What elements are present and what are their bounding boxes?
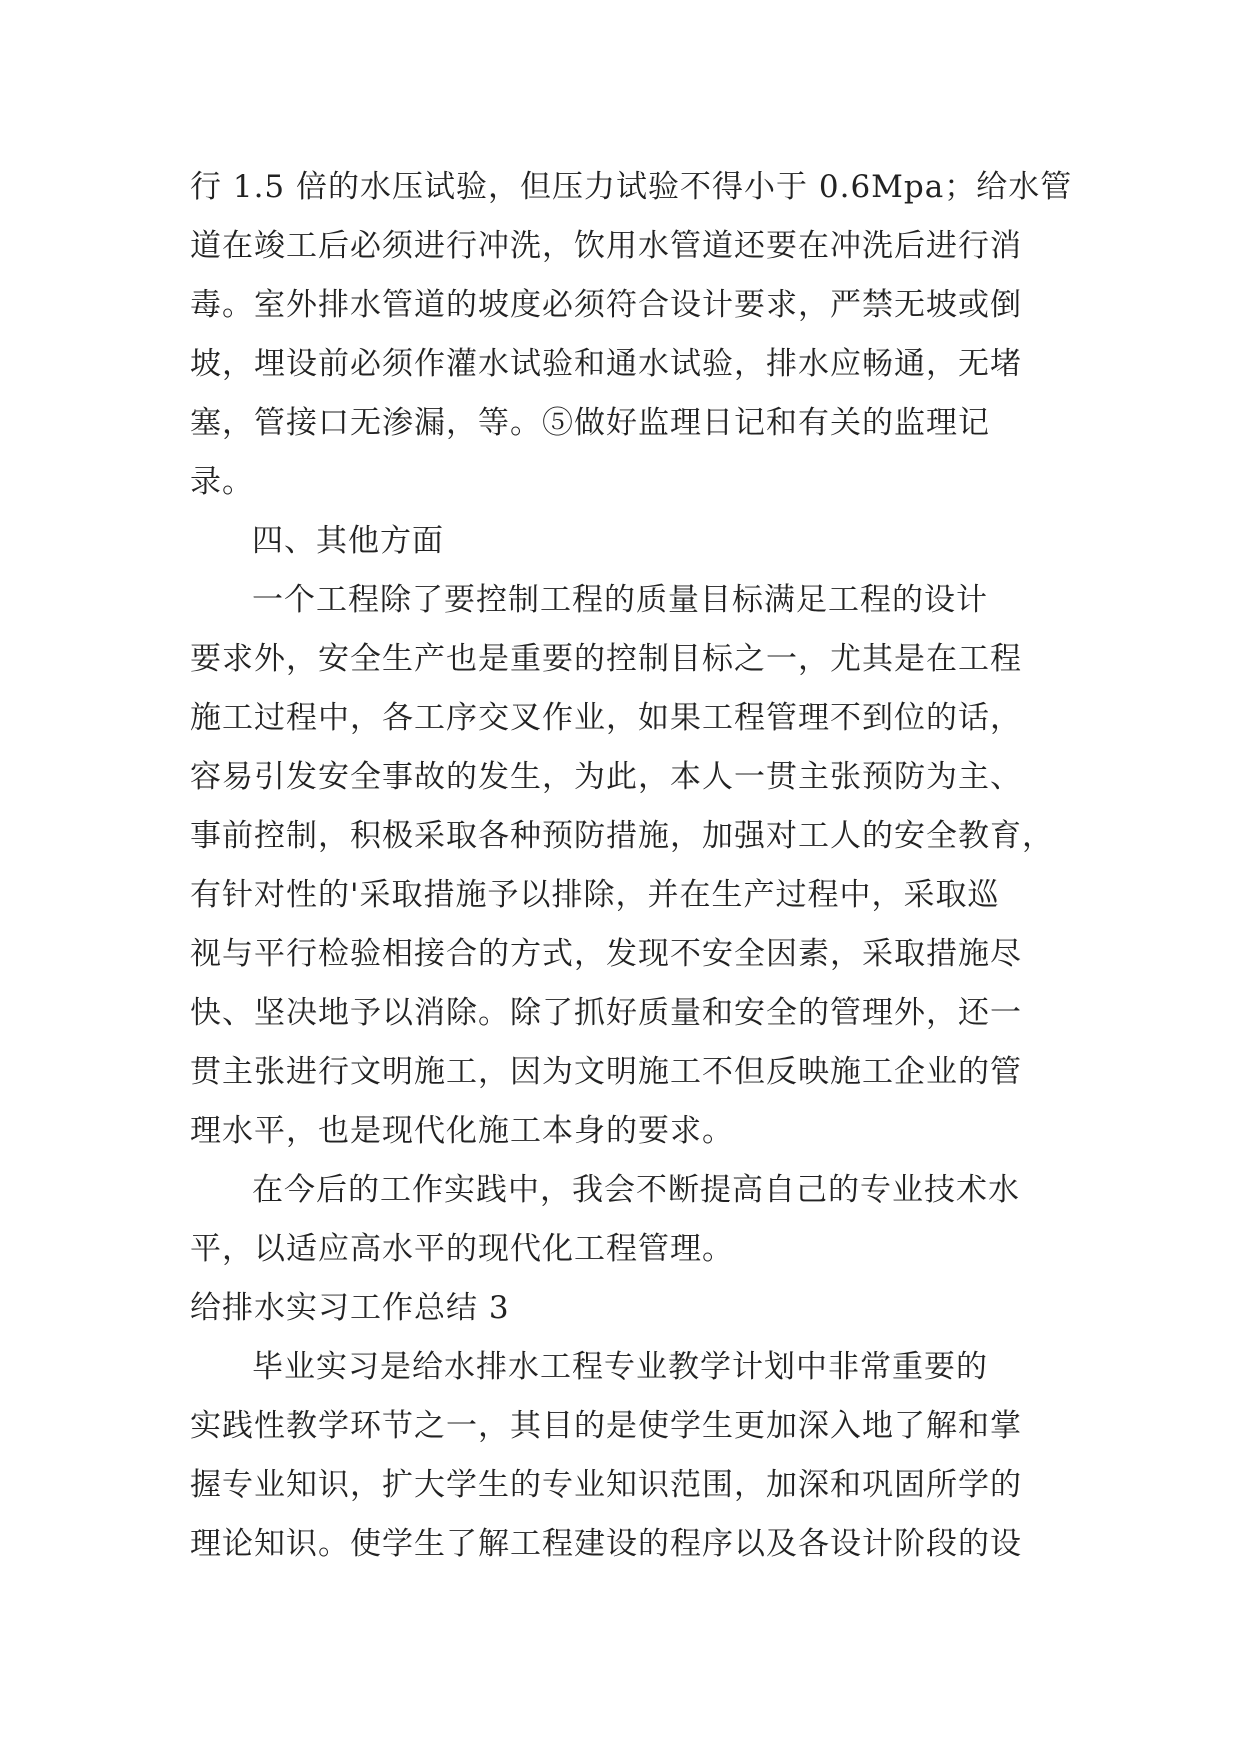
- text-line: 坡，埋设前必须作灌水试验和通水试验，排水应畅通，无堵: [190, 346, 1022, 382]
- text-line: 握专业知识，扩大学生的专业知识范围，加深和巩固所学的: [190, 1467, 1022, 1503]
- text-line: 道在竣工后必须进行冲洗，饮用水管道还要在冲洗后进行消: [190, 228, 1022, 264]
- text-line: 理水平，也是现代化施工本身的要求。: [190, 1113, 734, 1149]
- text-line: 有针对性的'采取措施予以排除，并在生产过程中，采取巡: [190, 877, 1000, 913]
- paragraph-start: 一个工程除了要控制工程的质量目标满足工程的设计: [252, 582, 988, 618]
- document-body: [190, 158, 1073, 1574]
- text-line: 视与平行检验相接合的方式，发现不安全因素，采取措施尽: [190, 936, 1022, 972]
- text-line: 毒。室外排水管道的坡度必须符合设计要求，严禁无坡或倒: [190, 287, 1022, 323]
- text-line: 事前控制，积极采取各种预防措施，加强对工人的安全教育，: [190, 818, 1054, 854]
- section-heading: 四、其他方面: [252, 523, 444, 559]
- text-line: 要求外，安全生产也是重要的控制目标之一，尤其是在工程: [190, 641, 1022, 677]
- text-line: 实践性教学环节之一，其目的是使学生更加深入地了解和掌: [190, 1408, 1022, 1444]
- paragraph-start: 毕业实习是给水排水工程专业教学计划中非常重要的: [252, 1349, 988, 1385]
- text-line: 施工过程中，各工序交叉作业，如果工程管理不到位的话，: [190, 700, 1022, 736]
- text-line: 理论知识。使学生了解工程建设的程序以及各设计阶段的设: [190, 1526, 1022, 1562]
- text-line: 贯主张进行文明施工，因为文明施工不但反映施工企业的管: [190, 1054, 1022, 1090]
- text-line: 塞，管接口无渗漏，等。⑤做好监理日记和有关的监理记: [190, 405, 990, 441]
- text-line: 快、坚决地予以消除。除了抓好质量和安全的管理外，还一: [190, 995, 1022, 1031]
- text-line: 容易引发安全事故的发生，为此，本人一贯主张预防为主、: [190, 759, 1022, 795]
- text-line: 行 1.5 倍的水压试验，但压力试验不得小于 0.6Mpa；给水管: [190, 169, 1073, 205]
- document-title: 给排水实习工作总结 3: [190, 1290, 510, 1326]
- paragraph-start: 在今后的工作实践中，我会不断提高自己的专业技术水: [252, 1172, 1020, 1208]
- text-line: 平，以适应高水平的现代化工程管理。: [190, 1231, 734, 1267]
- text-line: 录。: [190, 464, 254, 500]
